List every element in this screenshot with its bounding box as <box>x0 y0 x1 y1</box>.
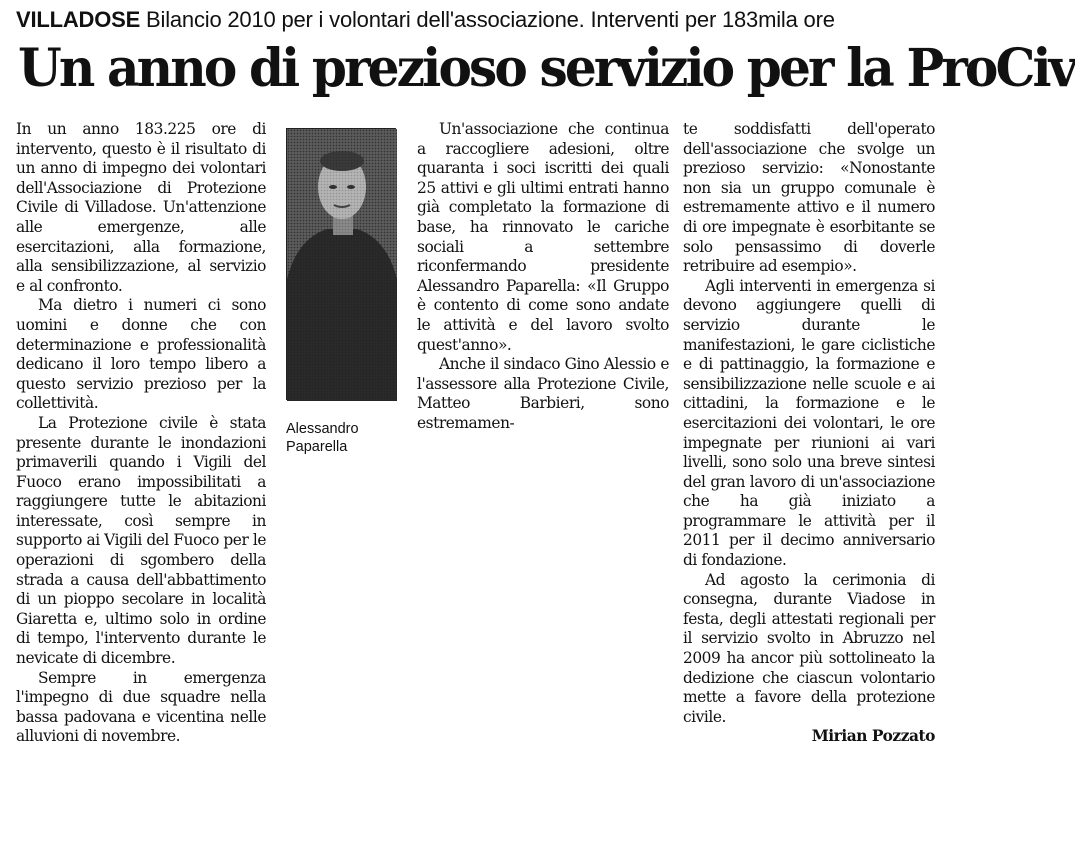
paragraph: Anche il sindaco Gino Alessio e l'assessore alla Protezione Civile, Matteo Barbieri, sono estremamen- <box>417 355 669 432</box>
photo-caption <box>286 420 406 456</box>
kicker-text: Bilancio 2010 per i volontari dell'associazione. Interventi per 183mila ore <box>146 7 835 32</box>
portrait-image <box>287 129 397 401</box>
kicker <box>16 4 936 36</box>
paragraph: Ma dietro i numeri ci sono uomini e donne che con determinazione e professionalità dedicano il loro tempo libero a questo servizio prezioso per la collettività. <box>16 296 266 413</box>
paragraph: Ad agosto la cerimonia di consegna, durante Viadose in festa, degli attestati regionali per il servizio svolto in Abruzzo nel 2009 ha ancor più sottolineato la dedizione che ciascun volontario mette a favore della protezione civile. <box>683 570 935 726</box>
kicker-place: VILLADOSE <box>16 7 141 32</box>
paragraph: Agli interventi in emergenza si devono aggiungere quelli di servizio durante le manifestazioni, le gare ciclistiche e di pattinaggio, la formazione e sensibilizzazione nelle scuole e ai cittadini, la formazione e le esercitazioni dei volontari, le ore impegnate per riunioni ai vari livelli, sono solo una breve sintesi del gran lavoro di un'associazione che ha già iniziato a programmare le attività per il 2011 per il decimo anniversario di fondazione. <box>683 276 935 570</box>
article-column-1 <box>16 120 266 747</box>
author-byline: Mirian Pozzato <box>811 727 935 746</box>
caption-line: Paparella <box>286 439 348 455</box>
paragraph: La Protezione civile è stata presente durante le inondazioni primaverili quando i Vigili del Fuoco erano impossibilitati a raggiungere tutte le abitazioni interessate, così sempre in supporto ai Vigili del Fuoco per le operazioni di sgombero della strada a causa dell'abbattimento di un pioppo secolare in località Giaretta e, ultimo solo in ordine di tempo, l'intervento durante le nevicate di dicembre. <box>16 413 266 668</box>
caption-line: Alessandro <box>286 421 359 437</box>
paragraph: In un anno 183.225 ore di intervento, questo è il risultato di un anno di impegno dei volontari dell'Associazione di Protezione Civile di Villadose. Un'attenzione alle emergenze, alle esercitazioni, alla formazione, alla sensibilizzazione, al servizio e al confronto. <box>16 120 266 295</box>
article-column-4 <box>683 120 935 747</box>
paragraph: te soddisfatti dell'operato dell'associazione che svolge un prezioso servizio: «Nonostante non sia un gruppo comunale è estremamente attivo e il numero di ore impegnate è esorbitante se solo pensassimo di doverle retribuire ad esempio». <box>683 120 935 276</box>
paragraph: Sempre in emergenza l'impegno di due squadre nella bassa padovana e vicentina nelle alluvioni di novembre. <box>16 668 266 746</box>
paragraph: Un'associazione che continua a raccogliere adesioni, oltre quaranta i soci iscritti dei quali 25 attivi e gli ultimi entrati hanno già completato la formazione di base, ha rinnovato le cariche sociali a settembre riconfermando presidente Alessandro Paparella: «Il Gruppo è contento di come sono andate le attività e del lavoro svolto quest'anno». <box>417 120 669 354</box>
headline: Un anno di prezioso servizio per la ProCiv <box>18 38 1075 99</box>
article-column-3 <box>417 120 669 434</box>
portrait-photo <box>286 128 396 400</box>
